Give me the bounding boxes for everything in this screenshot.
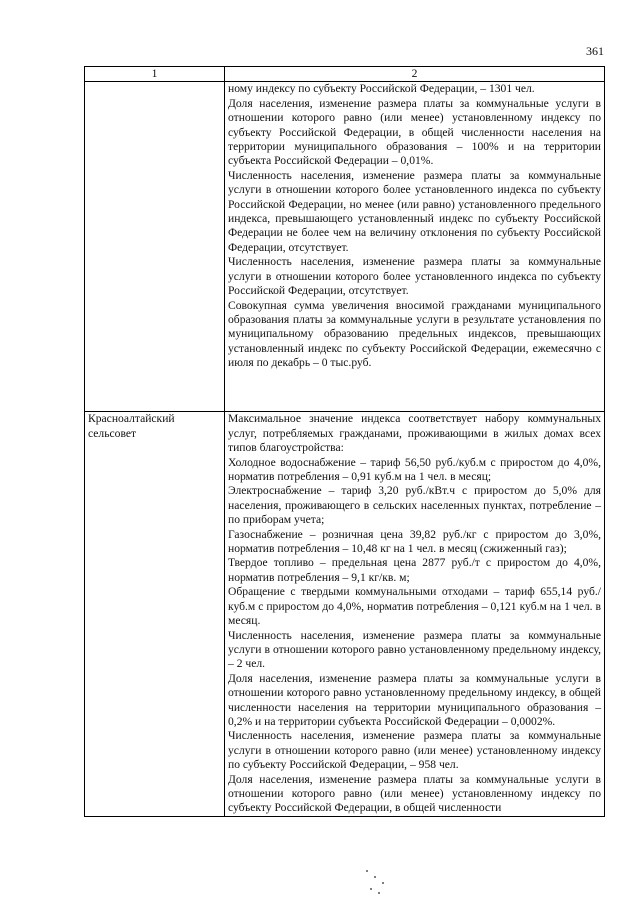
table-row [85, 412, 605, 816]
table-row [85, 82, 605, 412]
paragraph: Численность населения, изменение размера платы за коммунальные услуги в отношении которого более установленного индекса по субъекту Российской Федерации, но менее (или равно) установленного предельного индекса, превышающего установленный индекс по субъекту Российской Федерации не более чем на величину отклонения по субъекту Российской Федерации, отсутствует. [228, 168, 601, 254]
paragraph: Газоснабжение – розничная цена 39,82 руб./кг с приростом до 3,0%, норматив потребления – 10,48 кг на 1 чел. в месяц (сжиженный газ); [228, 527, 601, 556]
paragraph: Обращение с твердыми коммунальными отходами – тариф 655,14 руб./куб.м с приростом до 4,0%, норматив потребления – 0,121 куб.м на 1 чел. в месяц. [228, 585, 601, 628]
column-header-1: 1 [85, 67, 225, 82]
scan-marks [362, 868, 402, 898]
paragraph: Доля населения, изменение размера платы за коммунальные услуги в отношении которого равно (или менее) установленному индексу по субъекту Российской Федерации, в общей численности населения на территории муниципального образования – 100% и на территории субъекта Российской Федерации – 0,01%. [228, 96, 601, 168]
row-label: Красноалтайский сельсовет [85, 412, 225, 816]
paragraph: Доля населения, изменение размера платы за коммунальные услуги в отношении которого равно (или менее) установленному индексу по субъекту Российской Федерации, в общей численности [228, 772, 601, 815]
paragraph: Твердое топливо – предельная цена 2877 руб./т с приростом до 4,0%, норматив потребления – 9,1 кг/кв. м; [228, 556, 601, 584]
paragraph: Численность населения, изменение размера платы за коммунальные услуги в отношении которого равно (или менее) установленному индексу по субъекту Российской Федерации, – 958 чел. [228, 729, 601, 772]
paragraph: Максимальное значение индекса соответствует набору коммунальных услуг, потребляемых гражданами, проживающими в жилых домах всех типов благоустройства: [228, 412, 601, 455]
row-content [225, 82, 605, 412]
paragraph: Электроснабжение – тариф 3,20 руб./кВт.ч с приростом до 5,0% для населения, проживающего в сельских населенных пунктах, потребление – по приборам учета; [228, 484, 601, 527]
paragraph: ному индексу по субъекту Российской Федерации, – 1301 чел. [228, 82, 535, 96]
paragraph: Совокупная сумма увеличения вносимой гражданами муниципального образования платы за коммунальные услуги в результате установления по муниципальному образованию предельных индексов, превышающих установленный индекс по субъекту Российской Федерации, ежемесячно с июля по декабрь – 0 тыс.руб. [228, 298, 601, 370]
row-label [85, 82, 225, 412]
document-table [84, 66, 605, 817]
paragraph: Холодное водоснабжение – тариф 56,50 руб./куб.м с приростом до 4,0%, норматив потребления – 0,91 куб.м на 1 чел. в месяц; [228, 455, 601, 484]
table-header-row [85, 67, 605, 82]
paragraph: Численность населения, изменение размера платы за коммунальные услуги в отношении которого равно установленному предельному индексу, – 2 чел. [228, 628, 601, 671]
paragraph: Численность населения, изменение размера платы за коммунальные услуги в отношении которого более установленного индекса по субъекту Российской Федерации, отсутствует. [228, 255, 601, 298]
page-number: 361 [586, 44, 604, 58]
paragraph: Доля населения, изменение размера платы за коммунальные услуги в отношении которого равно установленному предельному индексу, в общей численности населения на территории муниципального образования – 0,2% и на территории субъекта Российской Федерации – 0,0002%. [228, 671, 601, 728]
column-header-2: 2 [225, 67, 605, 82]
row-content [225, 412, 605, 816]
